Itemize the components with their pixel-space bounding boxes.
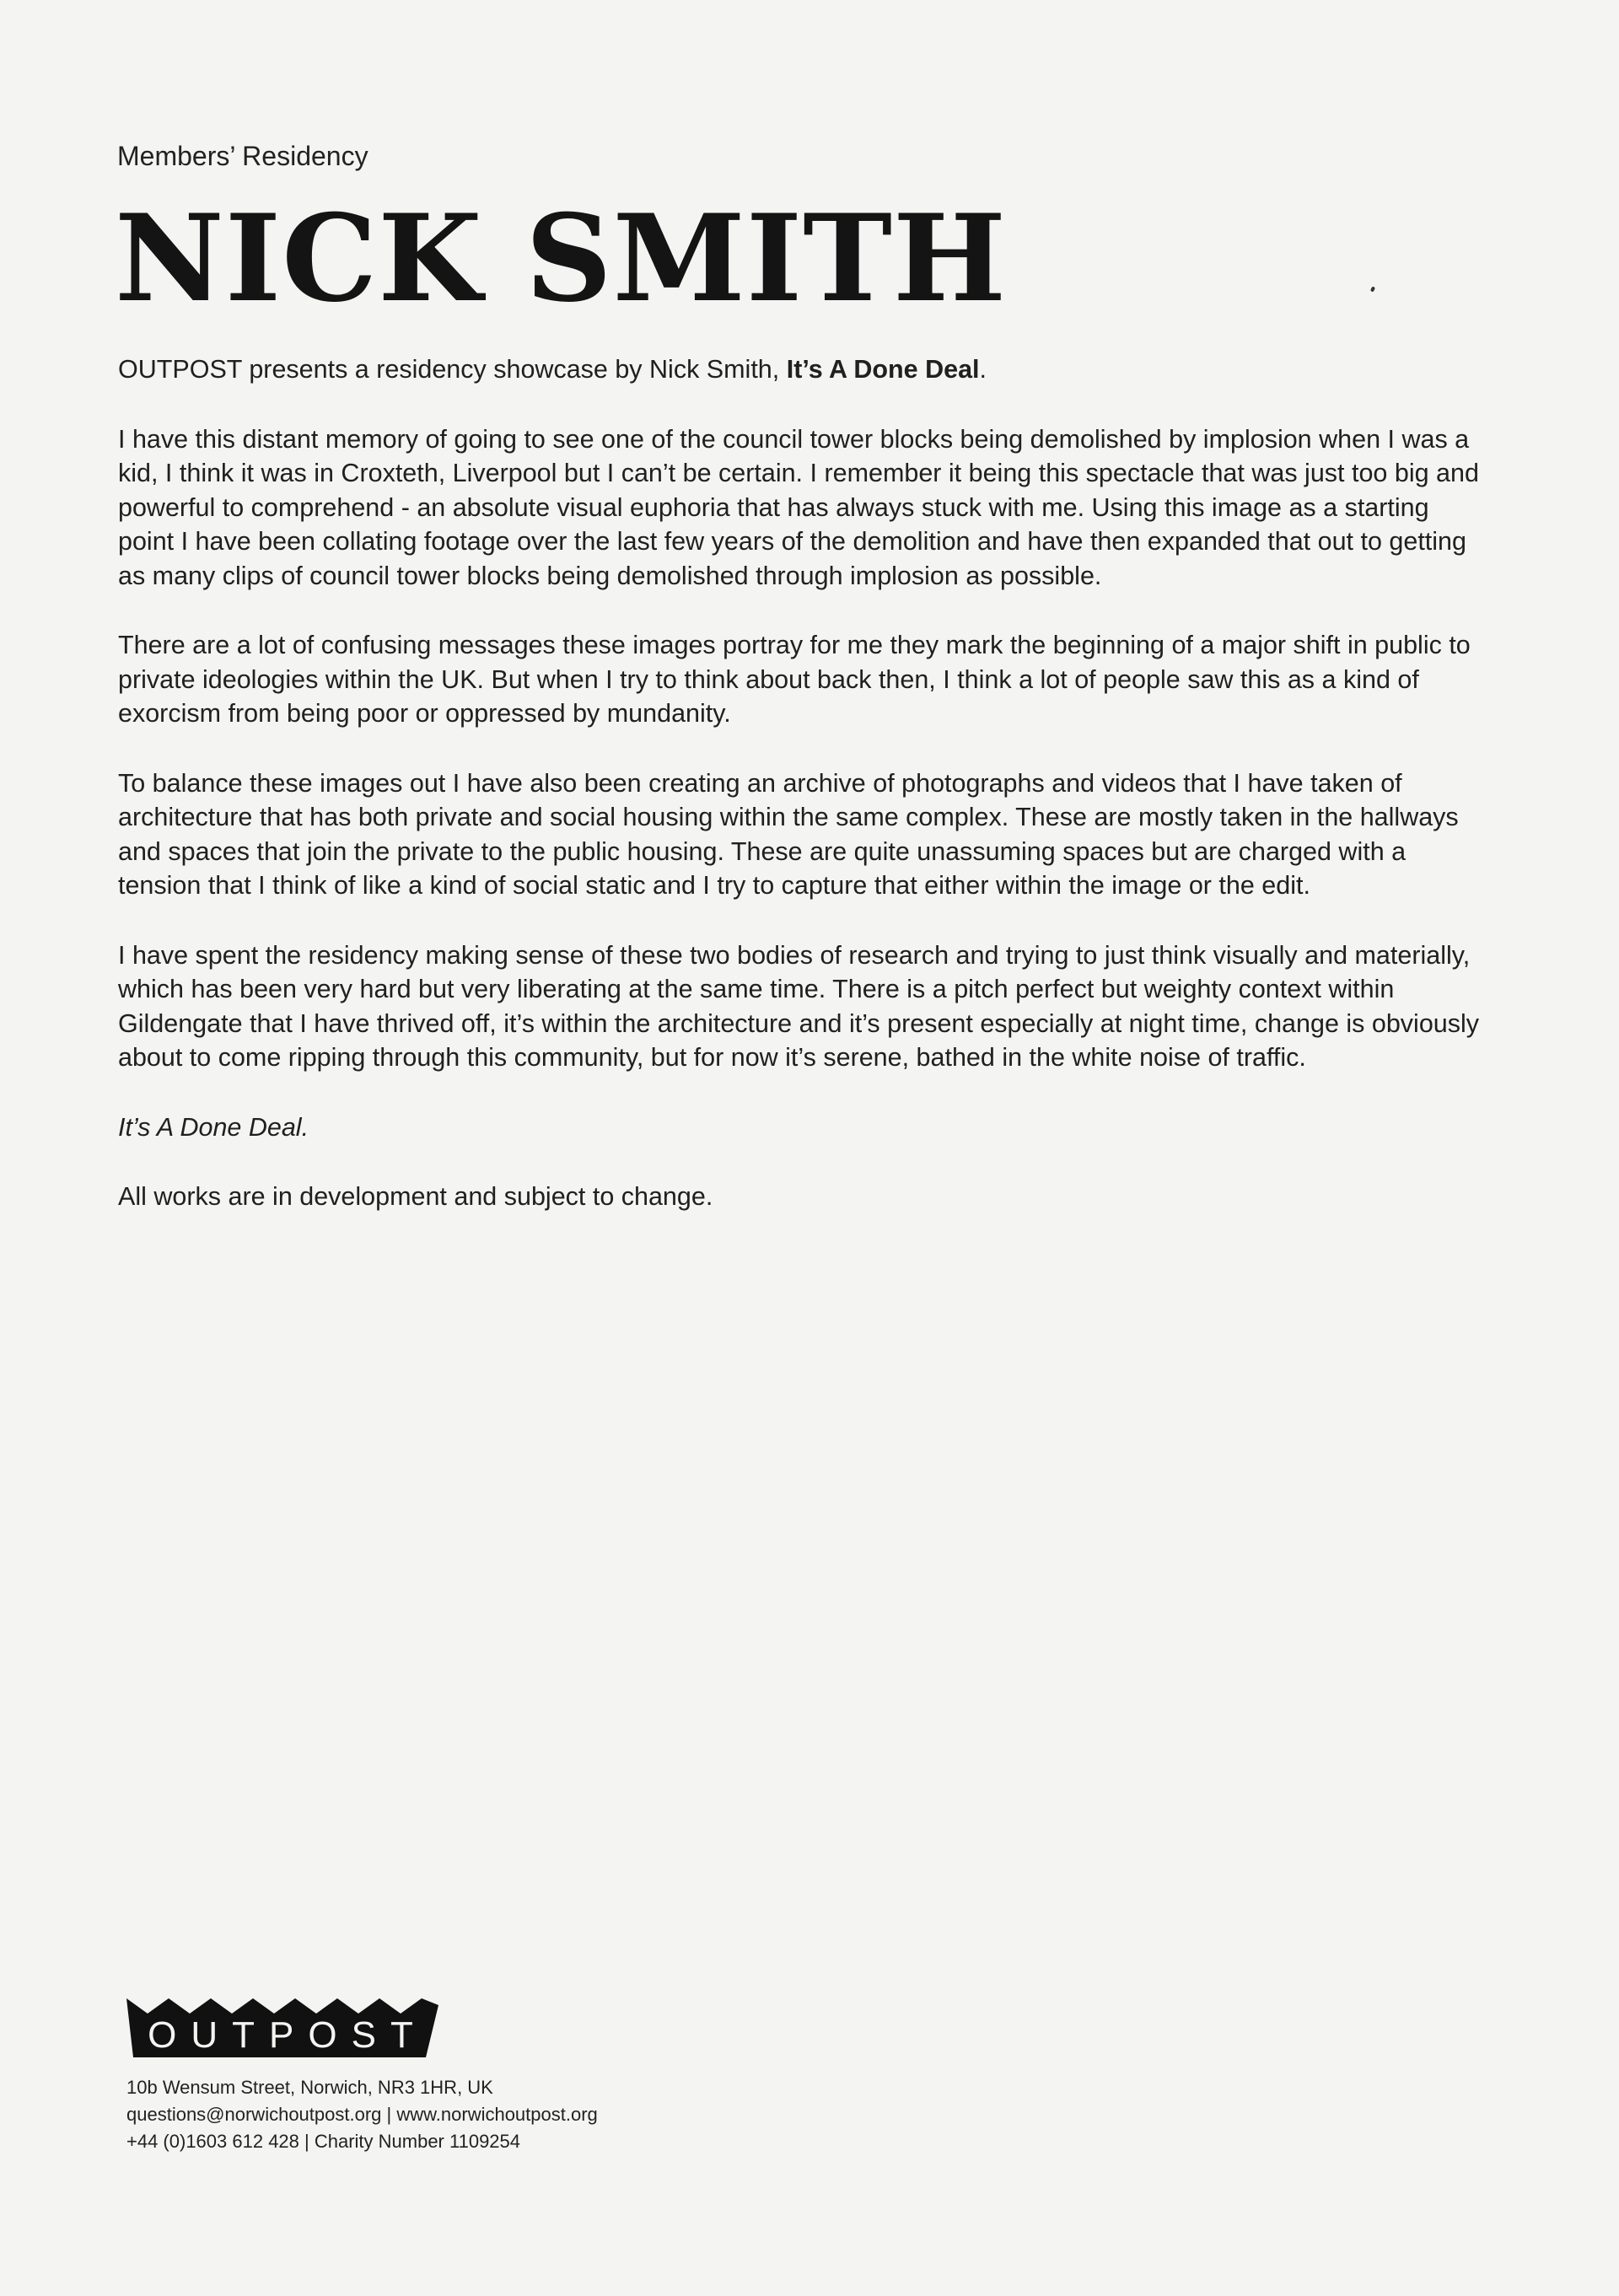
statement-body bbox=[118, 352, 1484, 1250]
artist-name-title: NICK SMITH bbox=[115, 189, 1008, 329]
footer bbox=[126, 1998, 717, 2155]
disclaimer: All works are in development and subject to change. bbox=[118, 1182, 713, 1211]
phone-charity-line: +44 (0)1603 612 428 | Charity Number 1109254 bbox=[126, 2131, 521, 2152]
outpost-logo bbox=[126, 1998, 438, 2057]
intro-paragraph bbox=[118, 352, 1484, 387]
intro-suffix: . bbox=[979, 355, 987, 384]
postal-address: 10b Wensum Street, Norwich, NR3 1HR, UK bbox=[126, 2077, 493, 2098]
paragraph-memory: I have this distant memory of going to see one of the council tower blocks being demolished by implosion when I was a kid, I think it was in Croxteth, Liverpool but I can’t be certain. I remember it being this spectacle that was just too big and powerful to comprehend - an absolute visual euphoria that has always stuck with me. Using this image as a starting point I have been collating footage over the last few years of the demolition and have then expanded that out to getting as many clips of council tower blocks being demolished through implosion as possible. bbox=[118, 424, 1479, 590]
paragraph-archive: To balance these images out I have also been creating an archive of photographs and videos that I have taken of architecture that has both private and social housing within the same complex. These are mostly taken in the hallways and spaces that join the private to the public housing. These are quite unassuming spaces but are charged with a tension that I think of like a kind of social static and I try to capture that either within the image or the edit. bbox=[118, 768, 1459, 900]
outpost-logo-text: OUTPOST bbox=[148, 2014, 428, 2056]
closing-title: It’s A Done Deal. bbox=[118, 1112, 309, 1142]
intro-prefix: OUTPOST presents a residency showcase by Nick Smith, bbox=[118, 355, 787, 384]
paragraph-residency: I have spent the residency making sense of these two bodies of research and trying to just think visually and materially, which has been very hard but very liberating at the same time. There is a pitch perfect but weighty context within Gildengate that I have thrived off, it’s within the architecture and it’s present especially at night time, change is obviously about to come ripping through this community, but for now it’s serene, bathed in the white noise of traffic. bbox=[118, 940, 1480, 1072]
email-web-line: questions@norwichoutpost.org | www.norwichoutpost.org bbox=[126, 2104, 598, 2125]
paper-speck bbox=[1370, 286, 1375, 292]
work-title: It’s A Done Deal bbox=[786, 355, 980, 384]
contact-details bbox=[126, 2074, 717, 2155]
residency-label: Members’ Residency bbox=[117, 141, 368, 171]
paragraph-messages: There are a lot of confusing messages these images portray for me they mark the beginning of a major shift in public to private ideologies within the UK. But when I try to think about back then, I think a lot of people saw this as a kind of exorcism from being poor or oppressed by mundanity. bbox=[118, 631, 1471, 728]
